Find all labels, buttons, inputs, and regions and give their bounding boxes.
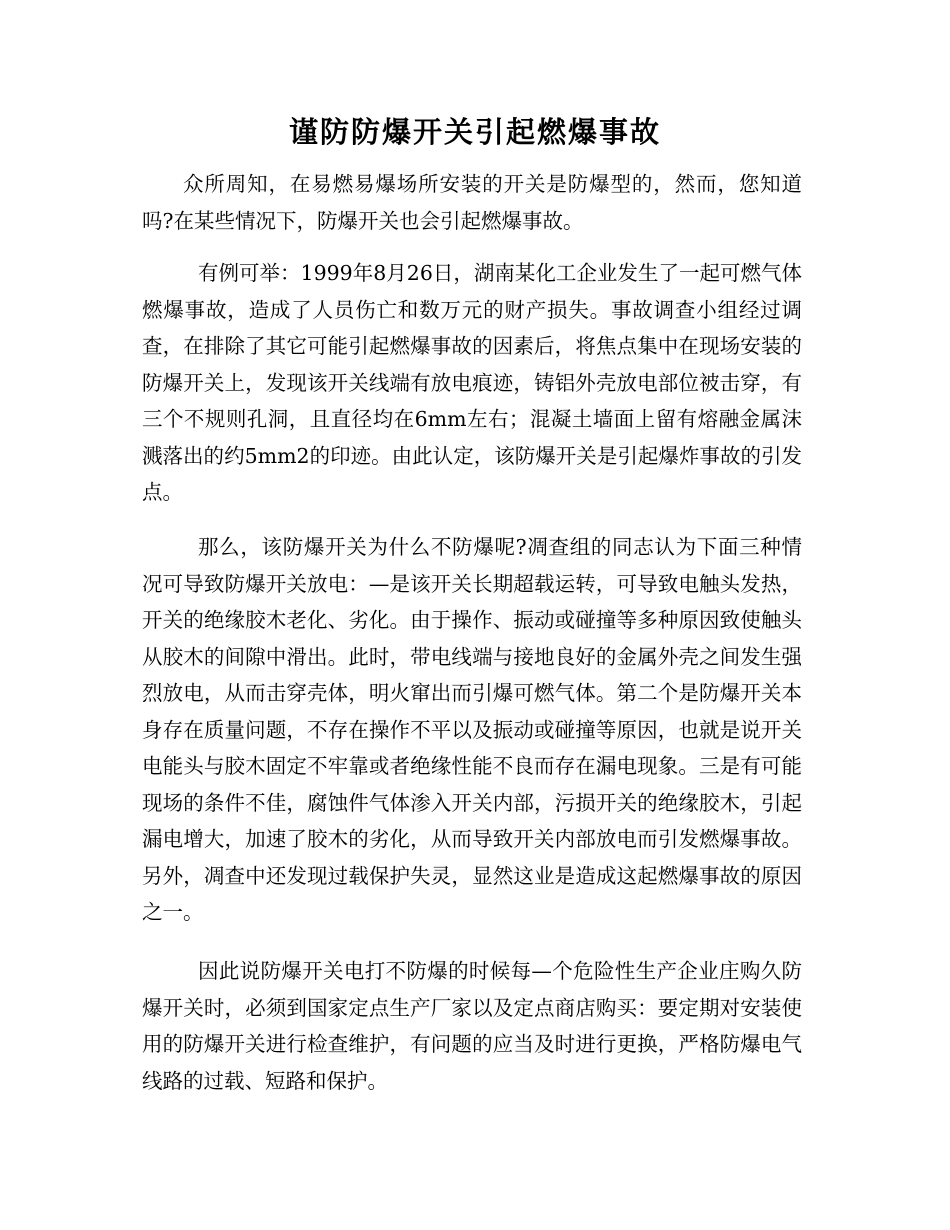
paragraph-conclusion: 因此说防爆开关电打不防爆的时候每—个危险性生产企业庄购久防爆开关时，必须到国家定点生产厂家以及定点商店购买：要定期对安装使用的防爆开关进行检查维护，有问题的应当及时进行更换，严格防爆电气线路的过载、短路和保护。 bbox=[142, 959, 802, 1093]
paragraph-incident: 有例可举：1999年8月26日，湖南某化工企业发生了一起可燃气体燃爆事故，造成了人员伤亡和数万元的财产损失。事故调查小组经过调查，在排除了其它可能引起燃爆事故的因素后，将焦点集中在现场安装的防爆开关上，发现该开关线端有放电痕迹，铸铝外壳放电部位被击穿，有三个不规则孔洞，且直径均在6mm左右；混凝土墙面上留有熔融金属沫溅落出的约5mm2的印迹。由此认定，该防爆开关是引起爆炸事故的引发点。 bbox=[142, 261, 802, 504]
document-title: 谨防防爆开关引起燃爆事故 bbox=[288, 115, 661, 149]
paragraph-intro: 众所周知，在易燃易爆场所安装的开关是防爆型的，然而，您知道吗?在某些情况下，防爆开关也会引起燃爆事故。 bbox=[142, 172, 802, 233]
paragraph-analysis: 那么，该防爆开关为什么不防爆呢?凋查组的同志认为下面三种情况可导致防爆开关放电：—是该开关长期超载运转，可导致电触头发热，开关的绝缘胶木老化、劣化。由于操作、振动或碰撞等多种原因致使触头从胶木的间隙中滑出。此时，带电线端与接地良好的金属外壳之间发生强烈放电，从而击穿壳体，明火窜出而引爆可燃气体。第二个是防爆开关本身存在质量问题，不存在操作不平以及振动或碰撞等原因，也就是说开关电能头与胶木固定不牢靠或者绝缘性能不良而存在漏电现象。三是有可能现场的条件不佳，腐蚀件气体渗入开关内部，污损开关的绝缘胶木，引起漏电增大，加速了胶木的劣化，从而导致开关内部放电而引发燃爆事故。另外，凋查中还发现过载保护失灵，显然这业是造成这起燃爆事故的原因之一。 bbox=[142, 535, 802, 924]
